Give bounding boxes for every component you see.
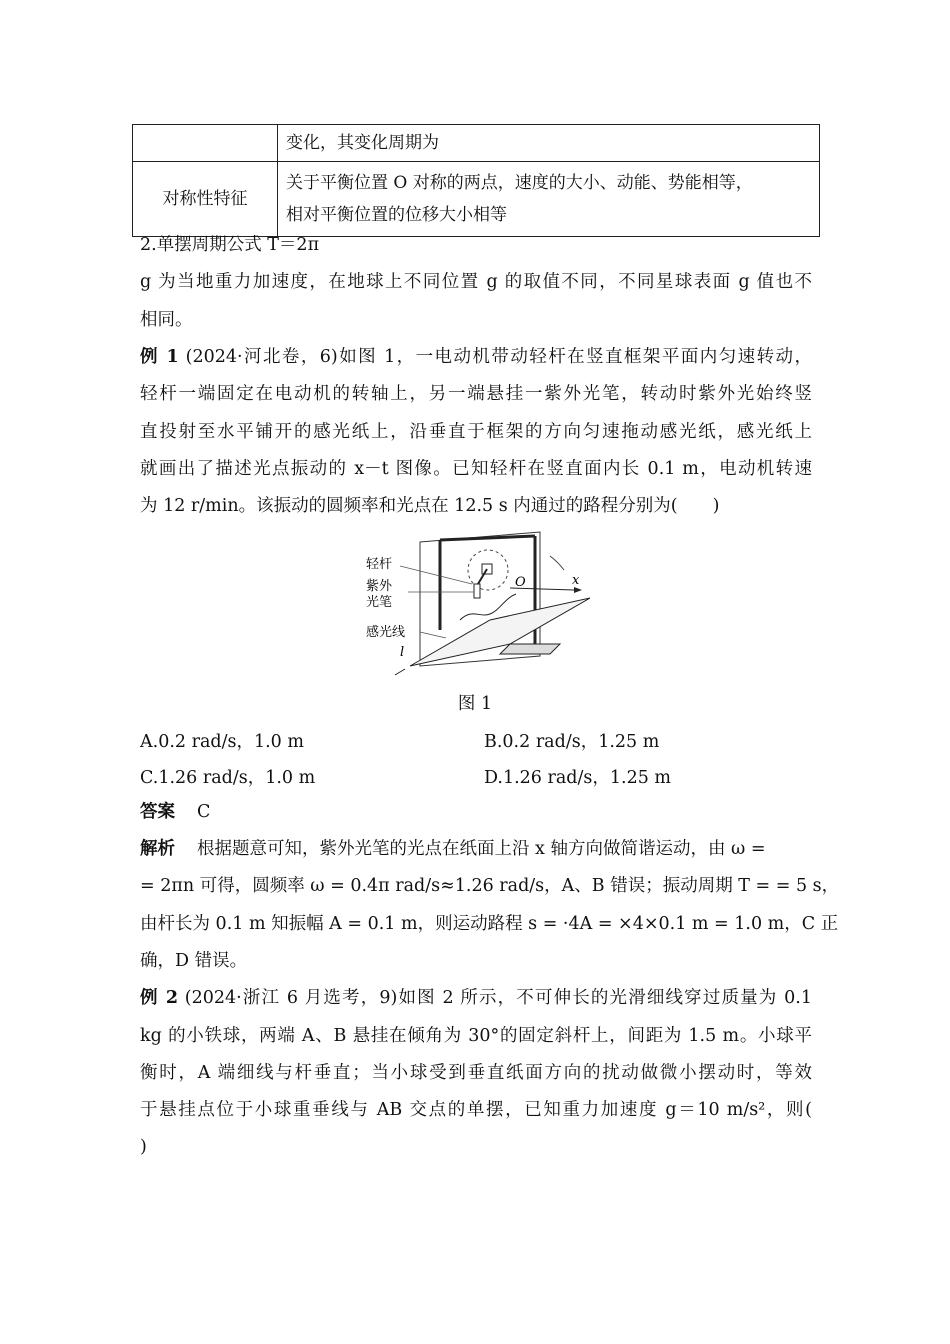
label-origin: O [515, 575, 526, 590]
table-row [133, 125, 820, 162]
analysis-label: 解析 [140, 839, 175, 859]
example-line: 直投射至水平铺开的感光纸上，沿垂直于框架的方向匀速拖动感光纸，感光纸上 [140, 422, 812, 442]
l-axis-arrow [395, 669, 405, 675]
option-a: A.0.2 rad/s，1.0 m [140, 732, 304, 752]
paragraph-line: 相同。 [140, 310, 193, 330]
label-paper: 感光线 [366, 625, 406, 640]
analysis-text: 根据题意可知，紫外光笔的光点在纸面上沿 x 轴方向做简谐运动，由 ω = [197, 839, 766, 859]
label-l: l [400, 645, 405, 660]
example-line: kg 的小铁球，两端 A、B 悬挂在倾角为 30°的固定斜杆上，间距为 1.5 m。小球平 [140, 1026, 812, 1046]
option-b: B.0.2 rad/s，1.25 m [484, 732, 660, 752]
figure-1-apparatus [360, 528, 590, 680]
label-rod: 轻杆 [366, 557, 393, 572]
table-cell-line: 相对平衡位置的位移大小相等 [286, 205, 507, 225]
example-line: ) [140, 1137, 147, 1157]
property-table [132, 124, 820, 237]
example-label: 例 1 [140, 347, 179, 367]
option-d: D.1.26 rad/s，1.25 m [484, 768, 671, 788]
analysis-line [140, 837, 812, 861]
table-cell-line: 关于平衡位置 O 对称的两点，速度的大小、动能、势能相等， [286, 173, 753, 193]
example-label: 例 2 [140, 988, 179, 1008]
figure-caption: 图 1 [457, 694, 493, 714]
analysis-line: 由杆长为 0.1 m 知振幅 A = 0.1 m，则运动路程 s = ·4A = ×4×0.1 m = 1.0 m，C 正 [140, 914, 839, 934]
paragraph-line: g 为当地重力加速度，在地球上不同位置 g 的取值不同，不同星球表面 g 值也不 [140, 272, 812, 292]
table-cell-content [278, 162, 820, 237]
analysis-line: 确，D 错误。 [140, 951, 248, 971]
example-line [140, 345, 812, 369]
answer-value: C [197, 802, 211, 822]
leader-line-rod [400, 566, 472, 584]
photosensitive-paper [410, 598, 590, 666]
label-x: x [572, 573, 580, 588]
example-line: 就画出了描述光点振动的 x－t 图像。已知轻杆在竖直面内长 0.1 m，电动机转速 [140, 459, 812, 479]
answer-line [140, 800, 812, 824]
formula-heading: 2.单摆周期公式 T＝2π [140, 235, 320, 255]
example-line: 于悬挂点位于小球重垂线与 AB 交点的单摆，已知重力加速度 g＝10 m/s²，则( [140, 1100, 812, 1120]
example-line [140, 986, 812, 1010]
table-cell-label [133, 125, 278, 162]
answer-label: 答案 [140, 802, 175, 822]
leader-line-paper [420, 632, 446, 638]
label-pen-1: 紫外 [366, 579, 393, 594]
example-line: 衡时，A 端细线与杆垂直；当小球受到垂直纸面方向的扰动做微小摆动时，等效 [140, 1063, 812, 1083]
label-pen-2: 光笔 [366, 595, 393, 610]
frame-top-bar [440, 536, 535, 540]
analysis-line: = 2πn 可得，圆频率 ω = 0.4π rad/s≈1.26 rad/s，A、B 错误；振动周期 T = = 5 s， [140, 876, 840, 896]
table-cell-label: 对称性特征 [133, 162, 278, 237]
table-row [133, 162, 820, 237]
hand-icon [550, 556, 564, 570]
table-cell-content: 变化，其变化周期为 [278, 125, 820, 162]
uv-pen [474, 584, 480, 598]
frame-base [500, 644, 560, 654]
example-line: 为 12 r/min。该振动的圆频率和光点在 12.5 s 内通过的路程分别为( ) [140, 496, 720, 516]
option-c: C.1.26 rad/s，1.0 m [140, 768, 316, 788]
example-line: 轻杆一端固定在电动机的转轴上，另一端悬挂一紫外光笔，转动时紫外光始终竖 [140, 384, 812, 404]
example-source: (2024·浙江 6 月选考，9)如图 2 所示，不可伸长的光滑细线穿过质量为 0.1 [178, 988, 812, 1008]
example-source: (2024·河北卷，6)如图 1，一电动机带动轻杆在竖直框架平面内匀速转动， [178, 347, 812, 367]
